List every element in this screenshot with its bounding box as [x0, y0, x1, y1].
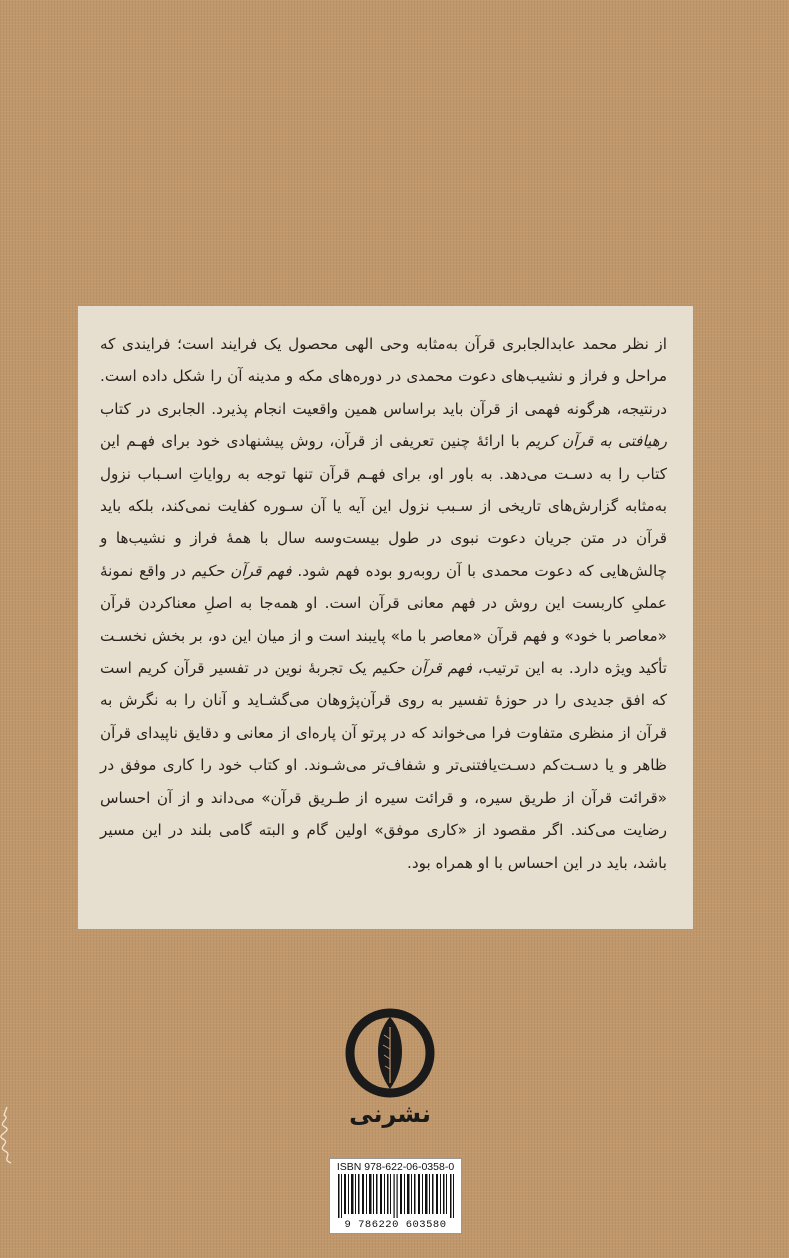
book-title-italic: رهیافتی به قرآن کریم: [525, 432, 667, 451]
back-cover-blurb: [78, 306, 693, 929]
blurb-text-part-3: در واقع نمونهٔ عملیِ کاربست این روش در فهم معانی قرآن است. او همه‌جا به اصلِ معناکردن قرآن «معاصر با خود» و فهم قرآن «معاصر با ما» پایبند است و از میان این دو، بر بخش نخسـت تأکید ویژه دارد. به این ترتیب،: [100, 561, 667, 678]
blurb-text-part-4: یک تجربهٔ نوین در تفسیر قرآن کریم است که افق جدیدی را در حوزهٔ تفسیر به روی قرآن‌پژوهان می‌گشـاید و آنان را به نگرش به قرآن از منظری متفاوت فرا می‌خواند که در پرتو آن پاره‌ای از معانی و دقایق ناپیدای قرآن ظاهر و یا دسـت‌کم دسـت‌یافتنی‌تر و شفاف‌تر می‌شـوند. او کتاب خود را کاری موفق در «قرائت قرآن از طریق سیره، و قرائت سیره از طـریق قرآن» می‌داند و از آن احساس رضایت می‌کند. اگر مقصود از «کاری موفق» اولین گام و البته گامی بلند در این مسیر باشد، باید در این احساس با او همراه بود.: [100, 659, 667, 872]
barcode-digits: 9 786220 603580: [344, 1219, 447, 1231]
cover-designer-signature: [0, 1105, 89, 1165]
reed-leaf-in-circle-icon: [340, 1005, 440, 1105]
signature-scribble: [0, 1105, 15, 1165]
barcode-bars: [338, 1174, 455, 1218]
book-title-italic: فهم قرآن حکیم: [191, 561, 292, 580]
book-title-italic: فهم قرآن حکیم: [372, 659, 472, 678]
blurb-text-part-1: از نظر محمد عابدالجابری قرآن به‌مثابه وحی الهی محصول یک فرایند است؛ فرایندی که مراحل و فراز و نشیب‌های دعوت محمدی در دوره‌های مکه و مدینه آن را شکل داده است. درنتیجه، هرگونه فهمی از قرآن باید براساس همین واقعیت انجام پذیرد. الجابری در کتاب: [100, 335, 667, 418]
publisher-logo: [340, 1005, 440, 1115]
publisher-name: نشرنی: [349, 1100, 431, 1128]
isbn-barcode: [329, 1158, 462, 1234]
isbn-label: ISBN 978-622-06-0358-0: [336, 1161, 455, 1173]
blurb-paragraph: [100, 328, 667, 879]
blurb-text-part-2: با ارائهٔ چنین تعریفی از قرآن، روش پیشنهادی خود برای فهـم این کتاب را به دسـت می‌دهد. به باور او، برای فهـم قرآن تنها توجه به روایاتِ اسـباب نزول به‌مثابه گزارش‌های تاریخی از سـبب نزول این آیه یا آن سـوره کفایت نمی‌کند، بلکه باید قرآن در متن جریان دعوت نبوی در طول بیست‌وسه سال با همهٔ فراز و نشیب‌ها و چالش‌هایی که دعوت محمدی با آن روبه‌رو بوده فهم شود.: [100, 432, 667, 580]
